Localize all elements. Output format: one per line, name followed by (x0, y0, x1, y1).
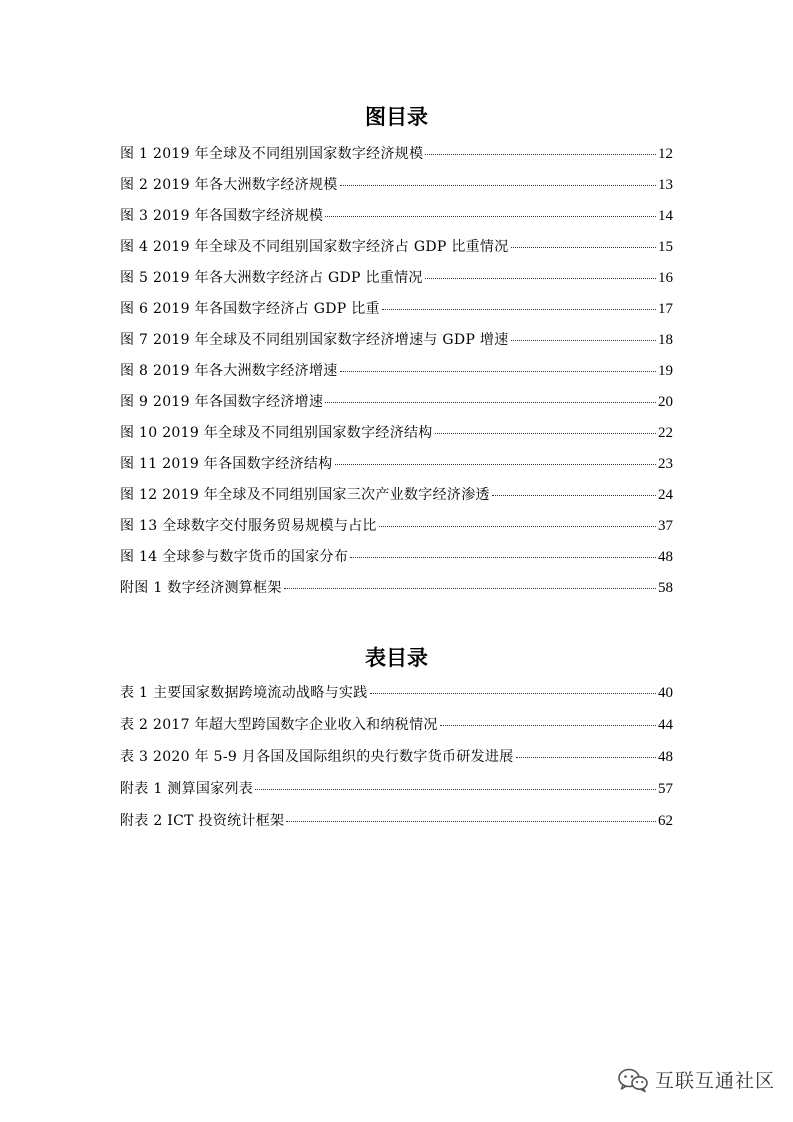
toc-entry[interactable] (120, 713, 673, 745)
dot-leader (382, 308, 656, 310)
toc-entry-label: 图 14 全球参与数字货币的国家分布 (120, 549, 349, 565)
toc-entry[interactable] (120, 681, 673, 713)
dot-leader (284, 587, 656, 589)
toc-entry-page: 62 (658, 813, 673, 829)
dot-leader (435, 432, 656, 434)
toc-entry[interactable] (120, 809, 673, 841)
toc-entry[interactable] (120, 514, 673, 545)
toc-entry-page: 37 (658, 518, 673, 534)
dot-leader (511, 246, 656, 248)
toc-entry[interactable] (120, 359, 673, 390)
toc-entry-page: 22 (658, 425, 673, 441)
figures-title: 图目录 (365, 105, 428, 129)
toc-entry-page: 14 (658, 208, 673, 224)
toc-entry-label: 图 13 全球数字交付服务贸易规模与占比 (120, 518, 377, 534)
toc-entry-label: 附表 2 ICT 投资统计框架 (120, 813, 285, 829)
toc-entry-label: 图 5 2019 年各大洲数字经济占 GDP 比重情况 (120, 270, 423, 286)
tables-title: 表目录 (365, 646, 428, 670)
dot-leader (335, 463, 657, 465)
toc-entry-label: 图 1 2019 年全球及不同组别国家数字经济规模 (120, 146, 424, 162)
toc-entry[interactable] (120, 545, 673, 576)
toc-entry-label: 附图 1 数字经济测算框架 (120, 580, 282, 596)
watermark (617, 1066, 775, 1093)
dot-leader (425, 153, 656, 155)
toc-entry-label: 图 2 2019 年各大洲数字经济规模 (120, 177, 338, 193)
toc-entry[interactable] (120, 576, 673, 607)
toc-entry-label: 图 6 2019 年各国数字经济占 GDP 比重 (120, 301, 380, 317)
toc-entry-label: 图 10 2019 年全球及不同组别国家数字经济结构 (120, 425, 433, 441)
toc-entry-label: 表 1 主要国家数据跨境流动战略与实践 (120, 685, 368, 701)
dot-leader (379, 525, 656, 527)
toc-entry-label: 图 7 2019 年全球及不同组别国家数字经济增速与 GDP 增速 (120, 332, 509, 348)
toc-entry-label: 图 4 2019 年全球及不同组别国家数字经济占 GDP 比重情况 (120, 239, 509, 255)
toc-entry-page: 57 (658, 781, 673, 797)
toc-entry-page: 17 (658, 301, 673, 317)
dot-leader (370, 692, 656, 694)
figures-list (120, 142, 673, 607)
dot-leader (440, 724, 656, 726)
toc-entry-label: 图 8 2019 年各大洲数字经济增速 (120, 363, 338, 379)
toc-entry-page: 23 (658, 456, 673, 472)
dot-leader (350, 556, 656, 558)
toc-entry[interactable] (120, 777, 673, 809)
toc-entry-page: 20 (658, 394, 673, 410)
dot-leader (492, 494, 656, 496)
toc-entry-page: 24 (658, 487, 673, 503)
toc-entry-page: 12 (658, 146, 673, 162)
toc-entry[interactable] (120, 483, 673, 514)
toc-entry-label: 图 3 2019 年各国数字经济规模 (120, 208, 324, 224)
toc-entry[interactable] (120, 452, 673, 483)
toc-entry[interactable] (120, 204, 673, 235)
toc-entry-page: 48 (658, 549, 673, 565)
watermark-text: 互联互通社区 (655, 1070, 776, 1092)
toc-entry-label: 图 12 2019 年全球及不同组别国家三次产业数字经济渗透 (120, 487, 490, 503)
tables-list (120, 681, 673, 841)
toc-entry-page: 58 (658, 580, 673, 596)
toc-entry[interactable] (120, 266, 673, 297)
toc-entry-page: 44 (658, 717, 673, 733)
toc-entry[interactable] (120, 328, 673, 359)
toc-entry-label: 图 11 2019 年各国数字经济结构 (120, 456, 333, 472)
dot-leader (340, 184, 656, 186)
toc-entry-page: 13 (658, 177, 673, 193)
wechat-icon (617, 1067, 649, 1093)
dot-leader (255, 788, 656, 790)
toc-entry[interactable] (120, 235, 673, 266)
toc-entry[interactable] (120, 173, 673, 204)
toc-entry-label: 表 3 2020 年 5-9 月各国及国际组织的央行数字货币研发进展 (120, 749, 514, 765)
toc-entry-label: 附表 1 测算国家列表 (120, 781, 254, 797)
toc-entry-page: 19 (658, 363, 673, 379)
toc-entry-page: 48 (658, 749, 673, 765)
toc-entry-label: 表 2 2017 年超大型跨国数字企业收入和纳税情况 (120, 717, 438, 733)
toc-entry[interactable] (120, 745, 673, 777)
dot-leader (340, 370, 656, 372)
toc-entry-page: 16 (658, 270, 673, 286)
dot-leader (511, 339, 656, 341)
toc-entry-label: 图 9 2019 年各国数字经济增速 (120, 394, 324, 410)
dot-leader (425, 277, 656, 279)
toc-entry-page: 15 (658, 239, 673, 255)
toc-entry[interactable] (120, 390, 673, 421)
dot-leader (325, 401, 656, 403)
dot-leader (325, 215, 656, 217)
toc-entry-page: 40 (658, 685, 673, 701)
toc-entry[interactable] (120, 297, 673, 328)
toc-entry[interactable] (120, 142, 673, 173)
dot-leader (516, 756, 656, 758)
toc-entry[interactable] (120, 421, 673, 452)
toc-entry-page: 18 (658, 332, 673, 348)
dot-leader (286, 820, 656, 822)
